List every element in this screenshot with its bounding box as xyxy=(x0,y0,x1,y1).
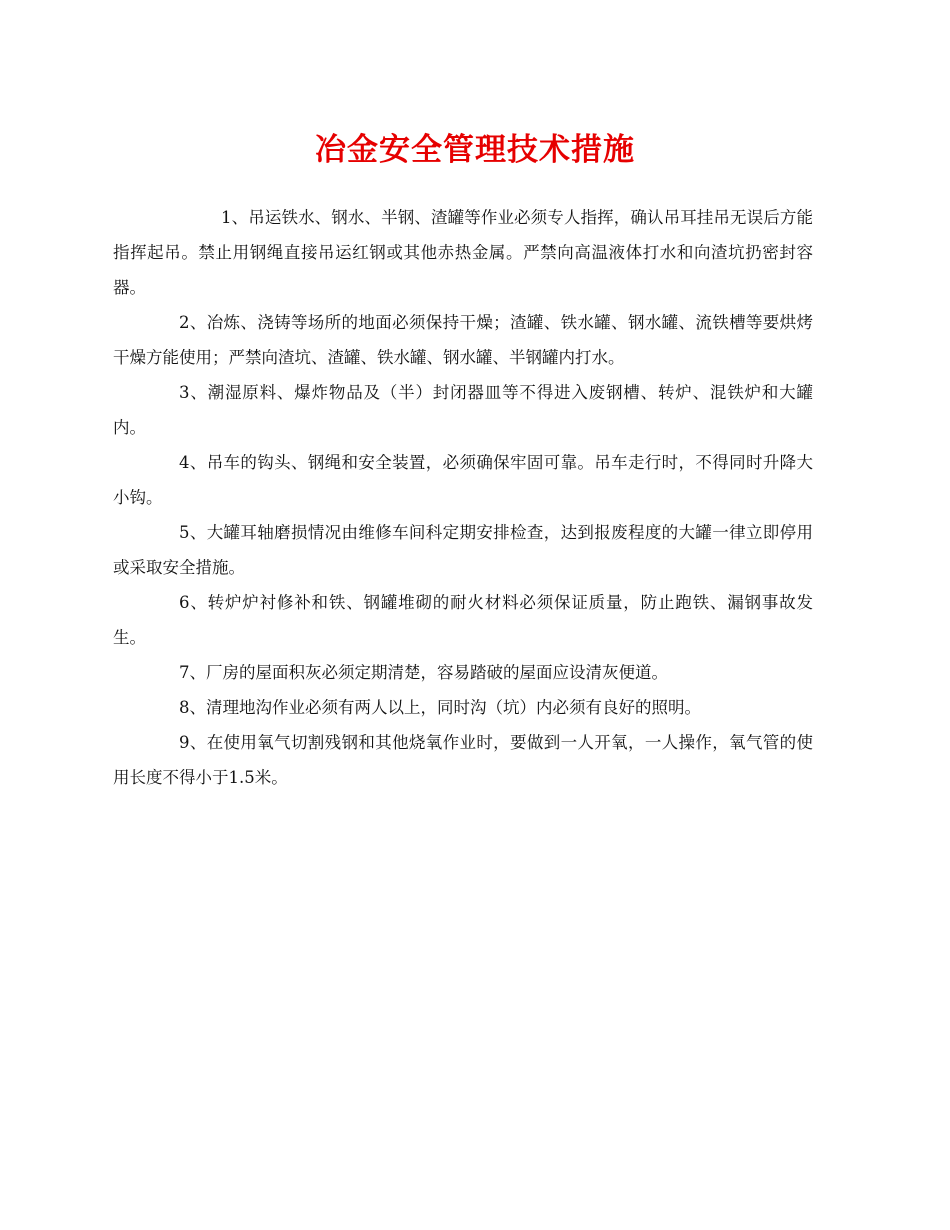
paragraph-6: 6、转炉炉衬修补和铁、钢罐堆砌的耐火材料必须保证质量，防止跑铁、漏钢事故发生。 xyxy=(113,593,813,647)
paragraph-3: 3、潮湿原料、爆炸物品及（半）封闭器皿等不得进入废钢槽、转炉、混铁炉和大罐内。 xyxy=(113,383,813,437)
paragraph-1: 1、吊运铁水、钢水、半钢、渣罐等作业必须专人指挥，确认吊耳挂吊无误后方能指挥起吊。禁止用钢绳直接吊运红钢或其他赤热金属。严禁向高温液体打水和向渣坑扔密封容器。 xyxy=(113,208,813,297)
document-body xyxy=(113,200,813,795)
paragraph-2: 2、冶炼、浇铸等场所的地面必须保持干燥；渣罐、铁水罐、钢水罐、流铁槽等要烘烤干燥方能使用；严禁向渣坑、渣罐、铁水罐、钢水罐、半钢罐内打水。 xyxy=(113,313,813,367)
paragraph-7: 7、厂房的屋面积灰必须定期清楚，容易踏破的屋面应设清灰便道。 xyxy=(179,663,668,682)
paragraph-5: 5、大罐耳轴磨损情况由维修车间科定期安排检查，达到报废程度的大罐一律立即停用或采取安全措施。 xyxy=(113,523,813,577)
document-title: 冶金安全管理技术措施 xyxy=(315,132,635,168)
paragraph-8: 8、清理地沟作业必须有两人以上，同时沟（坑）内必须有良好的照明。 xyxy=(179,698,701,717)
paragraph-4: 4、吊车的钩头、钢绳和安全装置，必须确保牢固可靠。吊车走行时，不得同时升降大小钩。 xyxy=(113,453,813,507)
paragraph-9: 9、在使用氧气切割残钢和其他烧氧作业时，要做到一人开氧，一人操作，氧气管的使用长度不得小于1.5米。 xyxy=(113,733,813,787)
